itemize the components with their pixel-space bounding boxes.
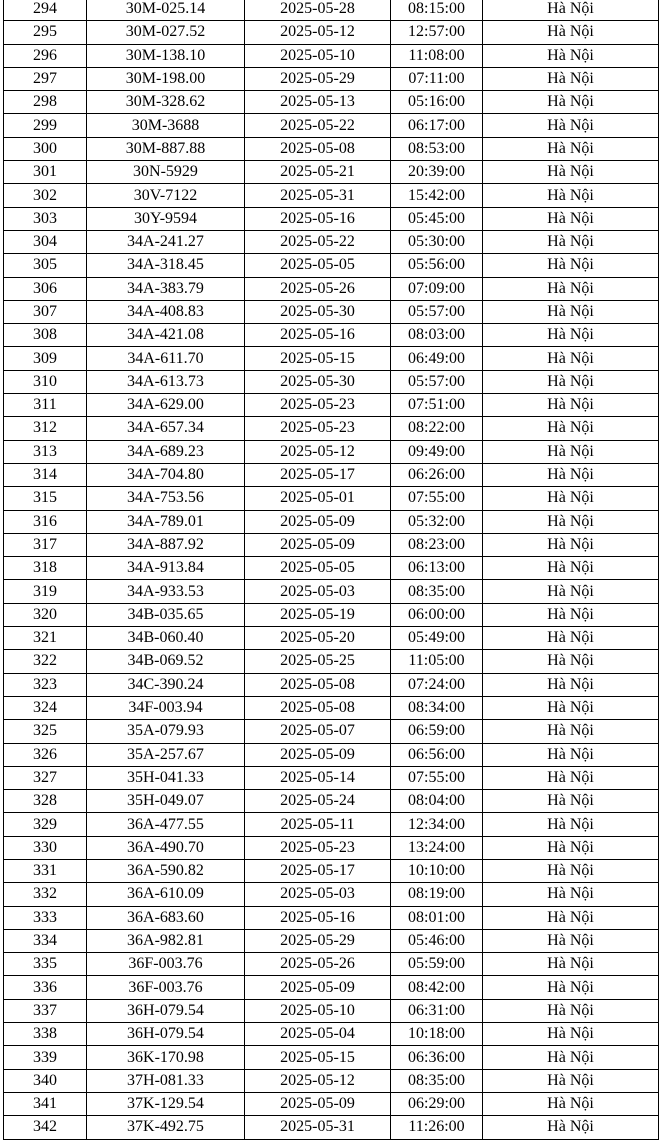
table-row bbox=[4, 1116, 659, 1139]
time-cell: 05:32:00 bbox=[391, 510, 483, 533]
location-cell: Hà Nội bbox=[483, 230, 659, 253]
license-plate-cell: 34F-003.94 bbox=[87, 696, 245, 719]
row-number-cell: 309 bbox=[4, 347, 87, 370]
time-cell: 08:35:00 bbox=[391, 1069, 483, 1092]
time-cell: 05:49:00 bbox=[391, 627, 483, 650]
date-cell: 2025-05-08 bbox=[245, 696, 391, 719]
table-row bbox=[4, 417, 659, 440]
date-cell: 2025-05-08 bbox=[245, 673, 391, 696]
date-cell: 2025-05-22 bbox=[245, 114, 391, 137]
table-row bbox=[4, 1023, 659, 1046]
date-cell: 2025-05-16 bbox=[245, 324, 391, 347]
time-cell: 08:23:00 bbox=[391, 533, 483, 556]
license-plate-cell: 35A-079.93 bbox=[87, 720, 245, 743]
table-row bbox=[4, 976, 659, 999]
time-cell: 05:56:00 bbox=[391, 254, 483, 277]
table-row bbox=[4, 230, 659, 253]
table-row bbox=[4, 1046, 659, 1069]
row-number-cell: 321 bbox=[4, 627, 87, 650]
time-cell: 07:24:00 bbox=[391, 673, 483, 696]
location-cell: Hà Nội bbox=[483, 720, 659, 743]
table-row bbox=[4, 67, 659, 90]
license-plate-cell: 36F-003.76 bbox=[87, 953, 245, 976]
license-plate-cell: 34A-933.53 bbox=[87, 580, 245, 603]
location-cell: Hà Nội bbox=[483, 580, 659, 603]
table-row bbox=[4, 370, 659, 393]
row-number-cell: 326 bbox=[4, 743, 87, 766]
location-cell: Hà Nội bbox=[483, 487, 659, 510]
date-cell: 2025-05-20 bbox=[245, 627, 391, 650]
date-cell: 2025-05-24 bbox=[245, 790, 391, 813]
time-cell: 08:22:00 bbox=[391, 417, 483, 440]
time-cell: 05:57:00 bbox=[391, 370, 483, 393]
location-cell: Hà Nội bbox=[483, 91, 659, 114]
license-plate-cell: 30M-3688 bbox=[87, 114, 245, 137]
time-cell: 11:05:00 bbox=[391, 650, 483, 673]
date-cell: 2025-05-26 bbox=[245, 953, 391, 976]
table-body bbox=[4, 0, 659, 1139]
row-number-cell: 334 bbox=[4, 929, 87, 952]
date-cell: 2025-05-01 bbox=[245, 487, 391, 510]
row-number-cell: 329 bbox=[4, 813, 87, 836]
table-row bbox=[4, 440, 659, 463]
time-cell: 06:26:00 bbox=[391, 463, 483, 486]
location-cell: Hà Nội bbox=[483, 953, 659, 976]
location-cell: Hà Nội bbox=[483, 696, 659, 719]
table-row bbox=[4, 487, 659, 510]
table-row bbox=[4, 673, 659, 696]
row-number-cell: 312 bbox=[4, 417, 87, 440]
date-cell: 2025-05-29 bbox=[245, 929, 391, 952]
date-cell: 2025-05-14 bbox=[245, 766, 391, 789]
row-number-cell: 305 bbox=[4, 254, 87, 277]
location-cell: Hà Nội bbox=[483, 300, 659, 323]
location-cell: Hà Nội bbox=[483, 510, 659, 533]
date-cell: 2025-05-07 bbox=[245, 720, 391, 743]
location-cell: Hà Nội bbox=[483, 673, 659, 696]
date-cell: 2025-05-09 bbox=[245, 743, 391, 766]
date-cell: 2025-05-08 bbox=[245, 137, 391, 160]
table-row bbox=[4, 627, 659, 650]
row-number-cell: 303 bbox=[4, 207, 87, 230]
date-cell: 2025-05-23 bbox=[245, 417, 391, 440]
time-cell: 08:42:00 bbox=[391, 976, 483, 999]
license-plate-cell: 36A-683.60 bbox=[87, 906, 245, 929]
row-number-cell: 342 bbox=[4, 1116, 87, 1139]
time-cell: 08:15:00 bbox=[391, 0, 483, 21]
row-number-cell: 314 bbox=[4, 463, 87, 486]
license-plate-cell: 30M-138.10 bbox=[87, 44, 245, 67]
time-cell: 20:39:00 bbox=[391, 161, 483, 184]
row-number-cell: 336 bbox=[4, 976, 87, 999]
location-cell: Hà Nội bbox=[483, 67, 659, 90]
time-cell: 08:03:00 bbox=[391, 324, 483, 347]
date-cell: 2025-05-09 bbox=[245, 1092, 391, 1115]
row-number-cell: 322 bbox=[4, 650, 87, 673]
time-cell: 05:16:00 bbox=[391, 91, 483, 114]
row-number-cell: 318 bbox=[4, 557, 87, 580]
location-cell: Hà Nội bbox=[483, 766, 659, 789]
time-cell: 09:49:00 bbox=[391, 440, 483, 463]
location-cell: Hà Nội bbox=[483, 254, 659, 277]
license-plate-cell: 30M-027.52 bbox=[87, 21, 245, 44]
license-plate-cell: 34A-689.23 bbox=[87, 440, 245, 463]
location-cell: Hà Nội bbox=[483, 417, 659, 440]
table-row bbox=[4, 906, 659, 929]
location-cell: Hà Nội bbox=[483, 650, 659, 673]
license-plate-cell: 34A-629.00 bbox=[87, 394, 245, 417]
location-cell: Hà Nội bbox=[483, 557, 659, 580]
row-number-cell: 294 bbox=[4, 0, 87, 21]
row-number-cell: 295 bbox=[4, 21, 87, 44]
table-row bbox=[4, 394, 659, 417]
row-number-cell: 299 bbox=[4, 114, 87, 137]
time-cell: 08:04:00 bbox=[391, 790, 483, 813]
license-plate-cell: 34A-657.34 bbox=[87, 417, 245, 440]
date-cell: 2025-05-28 bbox=[245, 0, 391, 21]
date-cell: 2025-05-10 bbox=[245, 999, 391, 1022]
location-cell: Hà Nội bbox=[483, 1046, 659, 1069]
license-plate-cell: 30M-328.62 bbox=[87, 91, 245, 114]
time-cell: 08:19:00 bbox=[391, 883, 483, 906]
date-cell: 2025-05-09 bbox=[245, 533, 391, 556]
date-cell: 2025-05-12 bbox=[245, 440, 391, 463]
location-cell: Hà Nội bbox=[483, 859, 659, 882]
date-cell: 2025-05-09 bbox=[245, 976, 391, 999]
table-row bbox=[4, 300, 659, 323]
date-cell: 2025-05-29 bbox=[245, 67, 391, 90]
license-plate-cell: 34A-241.27 bbox=[87, 230, 245, 253]
table-row bbox=[4, 184, 659, 207]
table-row bbox=[4, 859, 659, 882]
license-plate-cell: 34A-421.08 bbox=[87, 324, 245, 347]
table-row bbox=[4, 533, 659, 556]
table-row bbox=[4, 999, 659, 1022]
location-cell: Hà Nội bbox=[483, 324, 659, 347]
table-row bbox=[4, 1092, 659, 1115]
license-plate-cell: 36H-079.54 bbox=[87, 999, 245, 1022]
date-cell: 2025-05-31 bbox=[245, 184, 391, 207]
location-cell: Hà Nội bbox=[483, 1092, 659, 1115]
date-cell: 2025-05-17 bbox=[245, 859, 391, 882]
row-number-cell: 327 bbox=[4, 766, 87, 789]
table-row bbox=[4, 207, 659, 230]
license-plate-cell: 34A-408.83 bbox=[87, 300, 245, 323]
table-row bbox=[4, 114, 659, 137]
license-plate-cell: 34A-887.92 bbox=[87, 533, 245, 556]
time-cell: 07:55:00 bbox=[391, 766, 483, 789]
row-number-cell: 340 bbox=[4, 1069, 87, 1092]
date-cell: 2025-05-05 bbox=[245, 254, 391, 277]
license-plate-cell: 35H-041.33 bbox=[87, 766, 245, 789]
table-row bbox=[4, 254, 659, 277]
date-cell: 2025-05-10 bbox=[245, 44, 391, 67]
time-cell: 06:59:00 bbox=[391, 720, 483, 743]
time-cell: 07:11:00 bbox=[391, 67, 483, 90]
license-plate-cell: 37K-129.54 bbox=[87, 1092, 245, 1115]
time-cell: 07:55:00 bbox=[391, 487, 483, 510]
time-cell: 10:18:00 bbox=[391, 1023, 483, 1046]
row-number-cell: 328 bbox=[4, 790, 87, 813]
row-number-cell: 306 bbox=[4, 277, 87, 300]
location-cell: Hà Nội bbox=[483, 976, 659, 999]
row-number-cell: 335 bbox=[4, 953, 87, 976]
license-plate-cell: 36A-982.81 bbox=[87, 929, 245, 952]
row-number-cell: 304 bbox=[4, 230, 87, 253]
row-number-cell: 338 bbox=[4, 1023, 87, 1046]
location-cell: Hà Nội bbox=[483, 463, 659, 486]
table-row bbox=[4, 766, 659, 789]
time-cell: 08:01:00 bbox=[391, 906, 483, 929]
license-plate-cell: 36H-079.54 bbox=[87, 1023, 245, 1046]
license-plate-cell: 34A-789.01 bbox=[87, 510, 245, 533]
row-number-cell: 337 bbox=[4, 999, 87, 1022]
row-number-cell: 315 bbox=[4, 487, 87, 510]
location-cell: Hà Nội bbox=[483, 883, 659, 906]
time-cell: 06:29:00 bbox=[391, 1092, 483, 1115]
table-row bbox=[4, 324, 659, 347]
row-number-cell: 308 bbox=[4, 324, 87, 347]
time-cell: 07:51:00 bbox=[391, 394, 483, 417]
location-cell: Hà Nội bbox=[483, 347, 659, 370]
license-plate-cell: 35A-257.67 bbox=[87, 743, 245, 766]
table-row bbox=[4, 650, 659, 673]
license-plate-cell: 30M-025.14 bbox=[87, 0, 245, 21]
row-number-cell: 307 bbox=[4, 300, 87, 323]
table-row bbox=[4, 929, 659, 952]
row-number-cell: 324 bbox=[4, 696, 87, 719]
location-cell: Hà Nội bbox=[483, 394, 659, 417]
time-cell: 05:57:00 bbox=[391, 300, 483, 323]
row-number-cell: 298 bbox=[4, 91, 87, 114]
table-row bbox=[4, 603, 659, 626]
time-cell: 06:56:00 bbox=[391, 743, 483, 766]
table-row bbox=[4, 883, 659, 906]
time-cell: 05:45:00 bbox=[391, 207, 483, 230]
license-plate-cell: 34A-611.70 bbox=[87, 347, 245, 370]
license-plate-cell: 36A-490.70 bbox=[87, 836, 245, 859]
table-row bbox=[4, 696, 659, 719]
location-cell: Hà Nội bbox=[483, 370, 659, 393]
time-cell: 08:34:00 bbox=[391, 696, 483, 719]
table-row bbox=[4, 580, 659, 603]
date-cell: 2025-05-30 bbox=[245, 370, 391, 393]
row-number-cell: 317 bbox=[4, 533, 87, 556]
date-cell: 2025-05-16 bbox=[245, 207, 391, 230]
table-row bbox=[4, 347, 659, 370]
table-row bbox=[4, 44, 659, 67]
row-number-cell: 330 bbox=[4, 836, 87, 859]
time-cell: 12:57:00 bbox=[391, 21, 483, 44]
row-number-cell: 301 bbox=[4, 161, 87, 184]
row-number-cell: 319 bbox=[4, 580, 87, 603]
row-number-cell: 313 bbox=[4, 440, 87, 463]
location-cell: Hà Nội bbox=[483, 790, 659, 813]
location-cell: Hà Nội bbox=[483, 906, 659, 929]
location-cell: Hà Nội bbox=[483, 44, 659, 67]
date-cell: 2025-05-04 bbox=[245, 1023, 391, 1046]
table-row bbox=[4, 836, 659, 859]
time-cell: 15:42:00 bbox=[391, 184, 483, 207]
license-plate-cell: 36A-477.55 bbox=[87, 813, 245, 836]
row-number-cell: 331 bbox=[4, 859, 87, 882]
license-plate-cell: 34B-060.40 bbox=[87, 627, 245, 650]
time-cell: 05:59:00 bbox=[391, 953, 483, 976]
location-cell: Hà Nội bbox=[483, 743, 659, 766]
time-cell: 06:13:00 bbox=[391, 557, 483, 580]
location-cell: Hà Nội bbox=[483, 277, 659, 300]
table-row bbox=[4, 510, 659, 533]
location-cell: Hà Nội bbox=[483, 21, 659, 44]
time-cell: 13:24:00 bbox=[391, 836, 483, 859]
table-row bbox=[4, 161, 659, 184]
table-row bbox=[4, 743, 659, 766]
table-row bbox=[4, 720, 659, 743]
time-cell: 10:10:00 bbox=[391, 859, 483, 882]
license-plate-cell: 36K-170.98 bbox=[87, 1046, 245, 1069]
license-plate-cell: 30Y-9594 bbox=[87, 207, 245, 230]
license-plate-cell: 34A-753.56 bbox=[87, 487, 245, 510]
time-cell: 05:30:00 bbox=[391, 230, 483, 253]
location-cell: Hà Nội bbox=[483, 114, 659, 137]
time-cell: 12:34:00 bbox=[391, 813, 483, 836]
location-cell: Hà Nội bbox=[483, 0, 659, 21]
row-number-cell: 341 bbox=[4, 1092, 87, 1115]
table-row bbox=[4, 790, 659, 813]
license-plate-cell: 34A-318.45 bbox=[87, 254, 245, 277]
date-cell: 2025-05-30 bbox=[245, 300, 391, 323]
location-cell: Hà Nội bbox=[483, 137, 659, 160]
table-row bbox=[4, 91, 659, 114]
location-cell: Hà Nội bbox=[483, 999, 659, 1022]
time-cell: 08:53:00 bbox=[391, 137, 483, 160]
row-number-cell: 302 bbox=[4, 184, 87, 207]
row-number-cell: 300 bbox=[4, 137, 87, 160]
time-cell: 06:17:00 bbox=[391, 114, 483, 137]
date-cell: 2025-05-11 bbox=[245, 813, 391, 836]
location-cell: Hà Nội bbox=[483, 627, 659, 650]
location-cell: Hà Nội bbox=[483, 533, 659, 556]
row-number-cell: 320 bbox=[4, 603, 87, 626]
time-cell: 06:49:00 bbox=[391, 347, 483, 370]
date-cell: 2025-05-19 bbox=[245, 603, 391, 626]
license-plate-cell: 30N-5929 bbox=[87, 161, 245, 184]
license-plate-cell: 36F-003.76 bbox=[87, 976, 245, 999]
date-cell: 2025-05-03 bbox=[245, 580, 391, 603]
time-cell: 07:09:00 bbox=[391, 277, 483, 300]
row-number-cell: 333 bbox=[4, 906, 87, 929]
table-row bbox=[4, 137, 659, 160]
license-plate-cell: 34C-390.24 bbox=[87, 673, 245, 696]
date-cell: 2025-05-15 bbox=[245, 1046, 391, 1069]
date-cell: 2025-05-03 bbox=[245, 883, 391, 906]
row-number-cell: 310 bbox=[4, 370, 87, 393]
date-cell: 2025-05-15 bbox=[245, 347, 391, 370]
location-cell: Hà Nội bbox=[483, 603, 659, 626]
license-plate-cell: 30M-198.00 bbox=[87, 67, 245, 90]
time-cell: 06:00:00 bbox=[391, 603, 483, 626]
table-row bbox=[4, 0, 659, 21]
license-plate-cell: 36A-610.09 bbox=[87, 883, 245, 906]
time-cell: 08:35:00 bbox=[391, 580, 483, 603]
table-row bbox=[4, 557, 659, 580]
location-cell: Hà Nội bbox=[483, 1023, 659, 1046]
license-plate-cell: 34A-383.79 bbox=[87, 277, 245, 300]
license-plate-cell: 35H-049.07 bbox=[87, 790, 245, 813]
date-cell: 2025-05-12 bbox=[245, 1069, 391, 1092]
row-number-cell: 325 bbox=[4, 720, 87, 743]
table-row bbox=[4, 463, 659, 486]
row-number-cell: 316 bbox=[4, 510, 87, 533]
date-cell: 2025-05-12 bbox=[245, 21, 391, 44]
date-cell: 2025-05-23 bbox=[245, 836, 391, 859]
date-cell: 2025-05-09 bbox=[245, 510, 391, 533]
date-cell: 2025-05-17 bbox=[245, 463, 391, 486]
license-plate-cell: 37K-492.75 bbox=[87, 1116, 245, 1139]
license-plate-cell: 34B-069.52 bbox=[87, 650, 245, 673]
date-cell: 2025-05-22 bbox=[245, 230, 391, 253]
license-plate-cell: 34A-704.80 bbox=[87, 463, 245, 486]
location-cell: Hà Nội bbox=[483, 813, 659, 836]
location-cell: Hà Nội bbox=[483, 1116, 659, 1139]
license-plate-cell: 37H-081.33 bbox=[87, 1069, 245, 1092]
date-cell: 2025-05-23 bbox=[245, 394, 391, 417]
date-cell: 2025-05-13 bbox=[245, 91, 391, 114]
license-plate-cell: 34A-613.73 bbox=[87, 370, 245, 393]
time-cell: 06:36:00 bbox=[391, 1046, 483, 1069]
time-cell: 11:08:00 bbox=[391, 44, 483, 67]
location-cell: Hà Nội bbox=[483, 161, 659, 184]
table-row bbox=[4, 1069, 659, 1092]
row-number-cell: 339 bbox=[4, 1046, 87, 1069]
date-cell: 2025-05-21 bbox=[245, 161, 391, 184]
time-cell: 06:31:00 bbox=[391, 999, 483, 1022]
violations-table bbox=[3, 0, 659, 1140]
time-cell: 05:46:00 bbox=[391, 929, 483, 952]
location-cell: Hà Nội bbox=[483, 929, 659, 952]
table-row bbox=[4, 813, 659, 836]
row-number-cell: 296 bbox=[4, 44, 87, 67]
date-cell: 2025-05-25 bbox=[245, 650, 391, 673]
location-cell: Hà Nội bbox=[483, 207, 659, 230]
location-cell: Hà Nội bbox=[483, 1069, 659, 1092]
location-cell: Hà Nội bbox=[483, 184, 659, 207]
license-plate-cell: 30M-887.88 bbox=[87, 137, 245, 160]
table-row bbox=[4, 21, 659, 44]
date-cell: 2025-05-26 bbox=[245, 277, 391, 300]
location-cell: Hà Nội bbox=[483, 440, 659, 463]
table-row bbox=[4, 277, 659, 300]
location-cell: Hà Nội bbox=[483, 836, 659, 859]
row-number-cell: 297 bbox=[4, 67, 87, 90]
license-plate-cell: 34A-913.84 bbox=[87, 557, 245, 580]
table-row bbox=[4, 953, 659, 976]
time-cell: 11:26:00 bbox=[391, 1116, 483, 1139]
license-plate-cell: 30V-7122 bbox=[87, 184, 245, 207]
date-cell: 2025-05-05 bbox=[245, 557, 391, 580]
row-number-cell: 311 bbox=[4, 394, 87, 417]
license-plate-cell: 36A-590.82 bbox=[87, 859, 245, 882]
row-number-cell: 323 bbox=[4, 673, 87, 696]
row-number-cell: 332 bbox=[4, 883, 87, 906]
date-cell: 2025-05-16 bbox=[245, 906, 391, 929]
date-cell: 2025-05-31 bbox=[245, 1116, 391, 1139]
license-plate-cell: 34B-035.65 bbox=[87, 603, 245, 626]
